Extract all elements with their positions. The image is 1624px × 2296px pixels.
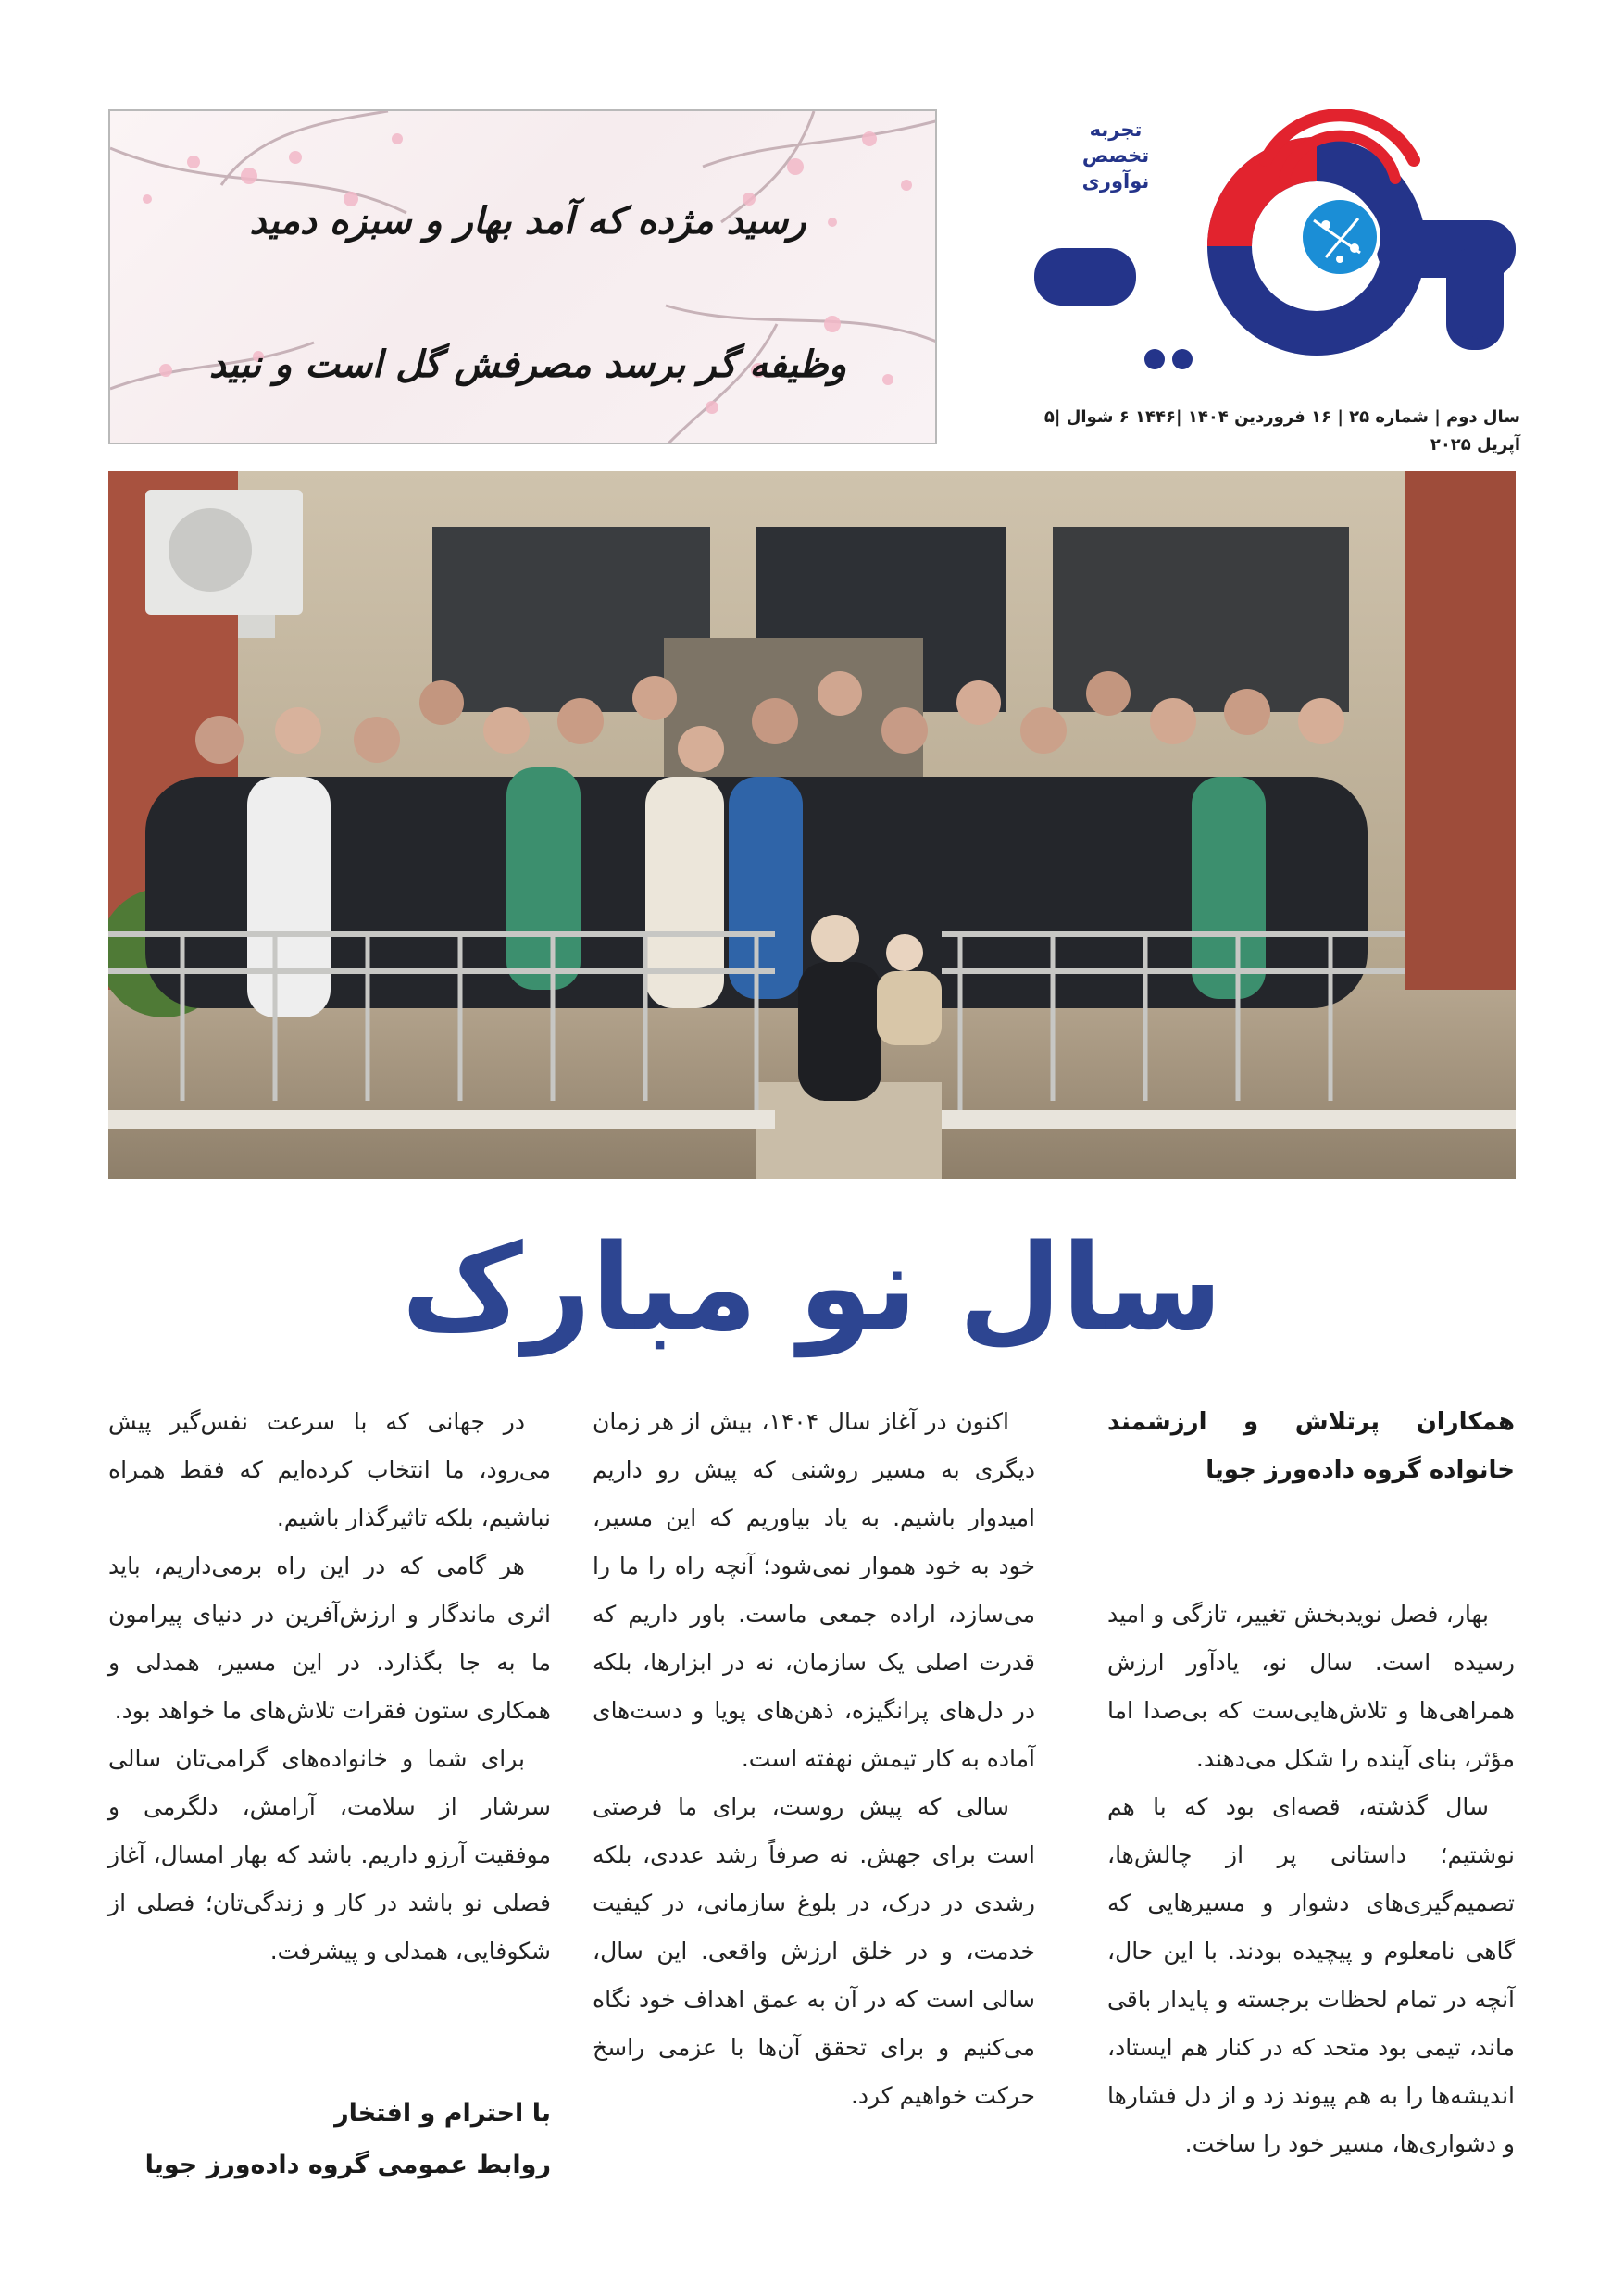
tagline-line: تخصص (1081, 144, 1150, 167)
poem-line-2: وظیفه گر برسد مصرفش گل است و نبید (208, 343, 847, 386)
poem-line-1: رسید مژده که آمد بهار و سبزه دمید (249, 199, 806, 243)
tagline-line: نوآوری (1081, 170, 1150, 193)
logo-tagline (1065, 117, 1167, 194)
paragraph: سال گذشته، قصه‌ای بود که با هم نوشتیم؛ داستانی پر از چالش‌ها، تصمیم‌گیری‌های دشوار و مسیرهایی که گاهی نامعلوم و پیچیده بودند. با این حال، آنچه در تمام لحظات برجسته و پایدار باقی ماند، تیمی بود متحد که در کنار هم ایستاد، اندیشه‌ها را به هم پیوند زد و از دل فشارها و دشواری‌ها، مسیر خود را ساخت. (1107, 1793, 1515, 2157)
group-photo-illustration (108, 471, 1516, 1179)
masthead (1016, 109, 1520, 455)
paragraph: سالی که پیش روست، برای ما فرصتی است برای جهش. نه صرفاً رشد عددی، بلکه رشدی در درک، در بلوغ سازمانی، در کیفیت خدمت، و در خلق ارزش واقعی. این سال، سالی است که در آن به عمق اهداف خود نگاه می‌کنیم و برای تحقق آن‌ها با عزمی راسخ حرکت خواهیم کرد. (593, 1793, 1035, 2109)
article-column-middle (593, 1398, 1035, 2120)
paragraph: هر گامی که در این راه برمی‌داریم، باید اثری ماندگار و ارزش‌آفرین در دنیای پیرامون ما به جا بگذارد. در این مسیر، همدلی و همکاری ستون فقرات تلاش‌های ما خواهد بود. (108, 1553, 551, 1724)
paragraph: در جهانی که با سرعت نفس‌گیر پیش می‌رود، ما انتخاب کرده‌ایم که فقط همراه نباشیم، بلکه تاثیرگذار باشیم. (108, 1408, 551, 1531)
lead-heading: همکاران پرتلاش و ارزشمند خانواده گروه داده‌ورز جویا (1107, 1408, 1515, 1484)
logo-suffix: نامه (1463, 324, 1500, 346)
headline: سال نو مبارک (401, 1219, 1223, 1357)
paragraph: بهار، فصل نویدبخش تغییر، تازگی و امید رسیده است. سال نو، یادآور ارزش همراهی‌ها و تلاش‌هایی‌ست که بی‌صدا اما مؤثر، بنای آینده را شکل می‌دهند. (1107, 1601, 1515, 1772)
spacer (1107, 1494, 1515, 1591)
article-column-right (1107, 1398, 1515, 2168)
group-photo (108, 471, 1516, 1179)
tagline-line: تجربه (1089, 119, 1143, 141)
signature-line-1: با احترام و افتخار (334, 2099, 551, 2128)
poem-banner (108, 109, 937, 444)
signature-line-2: روابط عمومی گروه داده‌ورز جویا (144, 2151, 551, 2179)
blossom-branch-illustration (110, 111, 937, 444)
paragraph: اکنون در آغاز سال ۱۴۰۴، بیش از هر زمان دیگری به مسیر روشنی که پیش رو داریم امیدوار باشیم. به یاد بیاوریم که این مسیر، خود به خود هموار نمی‌شود؛ آنچه راه را ما را می‌سازد، اراده جمعی ماست. باور داریم که قدرت اصلی یک سازمان، نه در ابزارها، بلکه در دل‌های پرانگیزه، ذهن‌های پویا و دست‌های آماده به کار تیمش نهفته است. (593, 1408, 1035, 1772)
paragraph: برای شما و خانواده‌های گرامی‌تان سالی سرشار از سلامت، آرامش، دلگرمی و موفقیت آرزو داریم. باشد که بهار امسال، آغاز فصلی نو باشد در کار و زندگی‌تان؛ فصلی از شکوفایی، همدلی و پیشرفت. (108, 1745, 551, 1965)
article-column-left (108, 1398, 551, 1976)
signature-block (108, 2088, 551, 2191)
issue-line: سال دوم | شماره ۲۵ | ۱۶ فروردین ۱۴۰۴ |۱۴۴۶ ۶ شوال |۵ آپریل ۲۰۲۵ (1043, 407, 1520, 455)
